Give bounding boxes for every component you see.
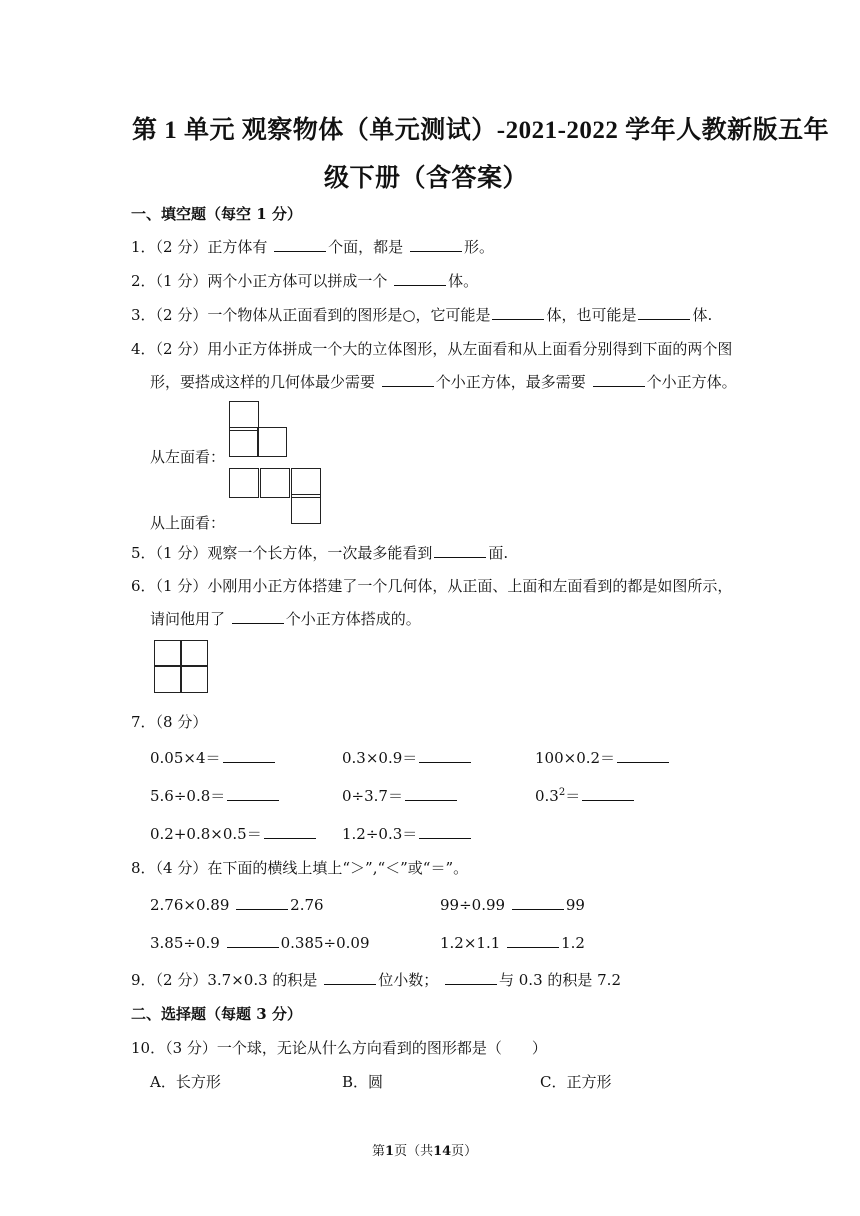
calc-item	[342, 747, 473, 768]
question-2	[131, 270, 478, 291]
q4-text-c: 个小正方体。	[646, 373, 737, 391]
doc-title-line2: 级下册（含答案）	[324, 165, 529, 192]
q3-text-c: 体.	[692, 306, 713, 324]
answer-blank[interactable]	[264, 824, 316, 839]
compare-right: 2.76	[290, 896, 324, 914]
q1-text-a: 1．（2 分）正方体有	[131, 238, 268, 256]
footer-text: 页（共	[394, 1144, 434, 1159]
q9-text-a: 9．（2 分）3.7×0.3 的积是	[131, 971, 318, 989]
calc-item	[342, 785, 459, 806]
compare-right: 1.2	[561, 934, 585, 952]
compare-left: 2.76×0.89	[150, 896, 230, 914]
compare-item	[440, 895, 585, 914]
answer-blank[interactable]	[617, 748, 669, 763]
grid-square	[180, 640, 208, 667]
answer-blank[interactable]	[394, 271, 446, 286]
q5-text-b: 面.	[488, 544, 509, 562]
compare-right: 99	[565, 896, 585, 914]
answer-blank[interactable]	[419, 824, 471, 839]
answer-blank[interactable]	[582, 786, 634, 801]
compare-left: 1.2×1.1	[440, 934, 501, 952]
calc-item	[342, 823, 473, 844]
calc-expr: 0÷3.7＝	[342, 787, 403, 805]
q3-text-a: 3．（2 分）一个物体从正面看到的图形是○，它可能是	[131, 306, 491, 324]
answer-blank[interactable]	[492, 305, 544, 320]
answer-blank[interactable]	[638, 305, 690, 320]
grid-square	[180, 665, 208, 693]
top-view-label: 从上面看：	[150, 514, 226, 532]
calc-eq: ＝	[565, 787, 581, 805]
exponent: 2	[558, 787, 566, 798]
answer-blank[interactable]	[274, 237, 326, 252]
question-8-label: 8．（4 分）在下面的横线上填上“＞”,“＜”或“＝”。	[131, 859, 469, 877]
answer-blank[interactable]	[232, 609, 284, 624]
question-4-line2	[150, 371, 737, 392]
answer-blank[interactable]	[512, 895, 564, 910]
q9-text-b: 位小数；	[378, 971, 439, 989]
compare-right: 0.385÷0.09	[280, 934, 370, 952]
answer-blank[interactable]	[405, 786, 457, 801]
question-6-line2	[150, 608, 421, 629]
q6-text-a: 请问他用了	[150, 610, 226, 628]
section-heading-multiple-choice: 二、选择题（每题 3 分）	[131, 1005, 302, 1023]
answer-blank[interactable]	[227, 786, 279, 801]
question-6-line1: 6．（1 分）小刚用小正方体搭建了一个几何体，从正面、上面和左面看到的都是如图所示，	[131, 577, 733, 595]
question-10: 10．（3 分）一个球，无论从什么方向看到的图形都是（ ）	[131, 1039, 547, 1057]
answer-blank[interactable]	[593, 372, 645, 387]
calc-expr: 1.2÷0.3＝	[342, 825, 418, 843]
compare-item	[150, 933, 370, 952]
question-7-label: 7．（8 分）	[131, 713, 208, 731]
total-pages: 14	[433, 1144, 452, 1159]
q5-text-a: 5．（1 分）观察一个长方体，一次最多能看到	[131, 544, 433, 562]
page-number: 1	[385, 1144, 395, 1159]
option-c[interactable]: C．正方形	[540, 1073, 612, 1091]
calc-expr: 0.3	[535, 787, 559, 805]
q1-text-b: 个面，都是	[328, 238, 404, 256]
answer-blank[interactable]	[410, 237, 462, 252]
answer-blank[interactable]	[382, 372, 434, 387]
compare-left: 99÷0.99	[440, 896, 506, 914]
calc-item	[150, 747, 277, 768]
option-b[interactable]: B．圆	[342, 1073, 384, 1091]
answer-blank[interactable]	[434, 543, 486, 558]
q2-text-b: 体。	[448, 272, 479, 290]
option-a[interactable]: A．长方形	[150, 1073, 221, 1091]
q2-text-a: 2．（1 分）两个小正方体可以拼成一个	[131, 272, 388, 290]
answer-blank[interactable]	[507, 933, 559, 948]
calc-expr: 100×0.2＝	[535, 749, 616, 767]
answer-blank[interactable]	[419, 748, 471, 763]
top-view-square	[229, 468, 259, 498]
page-footer	[372, 1140, 477, 1159]
q4-text-b: 个小正方体，最多需要	[435, 373, 586, 391]
compare-item	[150, 895, 324, 914]
calc-expr: 5.6÷0.8＝	[150, 787, 226, 805]
calc-item	[535, 747, 671, 768]
question-4-line1: 4．（2 分）用小正方体拼成一个大的立体图形，从左面看和从上面看分别得到下面的两个图	[131, 340, 733, 358]
left-view-square	[257, 427, 287, 457]
answer-blank[interactable]	[227, 933, 279, 948]
top-view-square	[291, 494, 321, 524]
q3-text-b: 体，也可能是	[546, 306, 637, 324]
top-view-square	[260, 468, 290, 498]
calc-item	[150, 785, 281, 806]
section-heading-fill-blank: 一、填空题（每空 1 分）	[131, 205, 302, 223]
doc-title-line1: 第 1 单元 观察物体（单元测试）-2021-2022 学年人教新版五年	[132, 117, 830, 144]
answer-blank[interactable]	[324, 970, 376, 985]
q6-text-b: 个小正方体搭成的。	[285, 610, 421, 628]
compare-item	[440, 933, 585, 952]
left-view-square	[229, 427, 259, 457]
question-3	[131, 304, 712, 325]
q9-text-c: 与 0.3 的积是 7.2	[498, 971, 621, 989]
answer-blank[interactable]	[223, 748, 275, 763]
question-9	[131, 969, 621, 990]
q1-text-c: 形。	[463, 238, 494, 256]
answer-blank[interactable]	[445, 970, 497, 985]
calc-expr: 0.05×4＝	[150, 749, 221, 767]
q4-text-a: 形，要搭成这样的几何体最少需要	[150, 373, 376, 391]
question-1	[131, 236, 494, 257]
left-view-label: 从左面看：	[150, 448, 226, 466]
calc-item	[150, 823, 318, 844]
calc-expr: 0.2+0.8×0.5＝	[150, 825, 262, 843]
question-5	[131, 542, 508, 563]
footer-text: 第	[372, 1144, 386, 1159]
calc-expr: 0.3×0.9＝	[342, 749, 418, 767]
grid-square	[154, 665, 182, 693]
compare-left: 3.85÷0.9	[150, 934, 220, 952]
answer-blank[interactable]	[236, 895, 288, 910]
grid-square	[154, 640, 182, 667]
calc-item	[535, 785, 636, 806]
footer-text: 页）	[451, 1144, 478, 1159]
